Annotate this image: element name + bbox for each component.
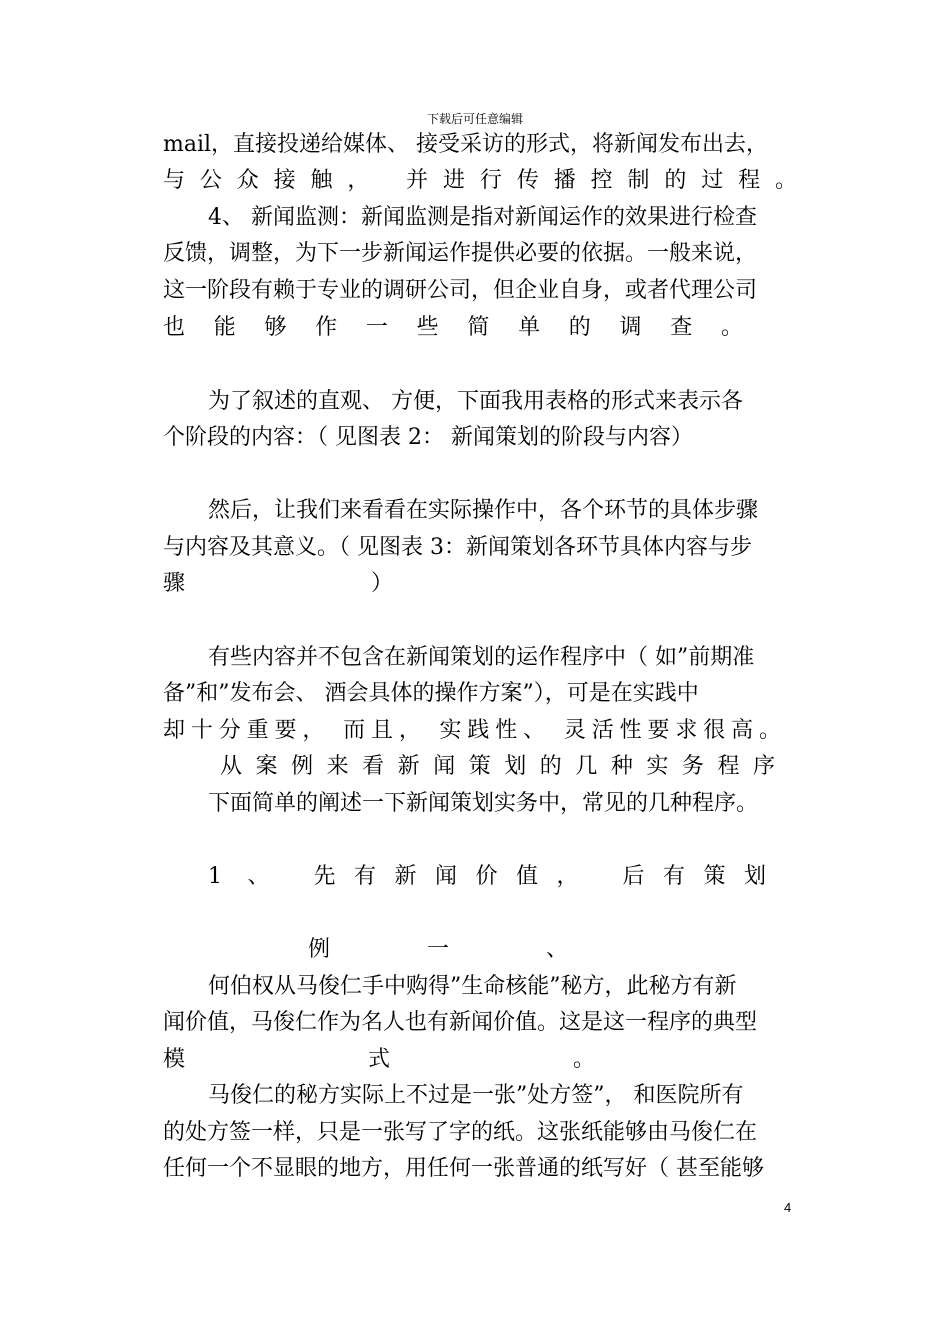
text-line-10: 与内容及其意义。（ 见图表 3：新闻策划各环节具体内容与步 [163, 535, 752, 560]
text-line-1: mail，直接投递给媒体、 接受采访的形式，将新闻发布出去， [163, 132, 769, 157]
text-line-2: 与公众接触， 并进行传播控制的过程。 [163, 168, 797, 193]
page-number: 4 [784, 1200, 792, 1215]
text-line-11: 骤 ） [163, 571, 393, 596]
page-header: 下载后可任意编辑 [426, 112, 523, 126]
text-line-7: 为了叙述的直观、 方便，下面我用表格的形式来表示各 [208, 389, 743, 414]
text-line-6: 也能够作一些简单的调查。 [163, 315, 743, 340]
text-line-12: 有些内容并不包含在新闻策划的运作程序中（ 如”前期准 [208, 645, 755, 670]
subheading-1: 1 、 先有新闻价值， 后有策划 [208, 864, 766, 889]
text-line-21: 模 式 。 [163, 1047, 595, 1072]
text-line-24: 任何一个不显眼的地方，用任何一张普通的纸写好（ 甚至能够 [163, 1156, 764, 1181]
text-line-20: 闻价值，马俊仁作为名人也有新闻价值。这是这一程序的典型 [163, 1010, 758, 1035]
example-label: 例 一 、 [308, 937, 568, 962]
text-line-23: 的处方签一样，只是一张写了字的纸。这张纸能够由马俊仁在 [163, 1120, 758, 1145]
text-line-8: 个阶段的内容：（ 见图表 2： 新闻策划的阶段与内容） [163, 425, 693, 450]
section-heading: 从案例来看新闻策划的几种实务程序 [220, 754, 775, 779]
text-line-14: 却十分重要， 而且， 实践性、 灵活性要求很高。 [163, 718, 781, 743]
text-line-9: 然后，让我们来看看在实际操作中，各个环节的具体步骤 [208, 498, 759, 523]
text-line-4: 反馈，调整，为下一步新闻运作提供必要的依据。一般来说， [163, 241, 758, 266]
text-line-16: 下面简单的阐述一下新闻策划实务中，常见的几种程序。 [208, 791, 759, 816]
text-line-5: 这一阶段有赖于专业的调研公司，但企业自身，或者代理公司 [163, 278, 758, 303]
text-line-19: 何伯权从马俊仁手中购得”生命核能”秘方，此秘方有新 [208, 974, 737, 999]
text-line-13: 备”和”发布会、 酒会具体的操作方案”），可是在实践中 [163, 681, 699, 706]
text-line-3: 4、 新闻监测：新闻监测是指对新闻运作的效果进行检查 [208, 205, 757, 230]
text-line-22: 马俊仁的秘方实际上不过是一张”处方签”， 和医院所有 [208, 1083, 744, 1108]
